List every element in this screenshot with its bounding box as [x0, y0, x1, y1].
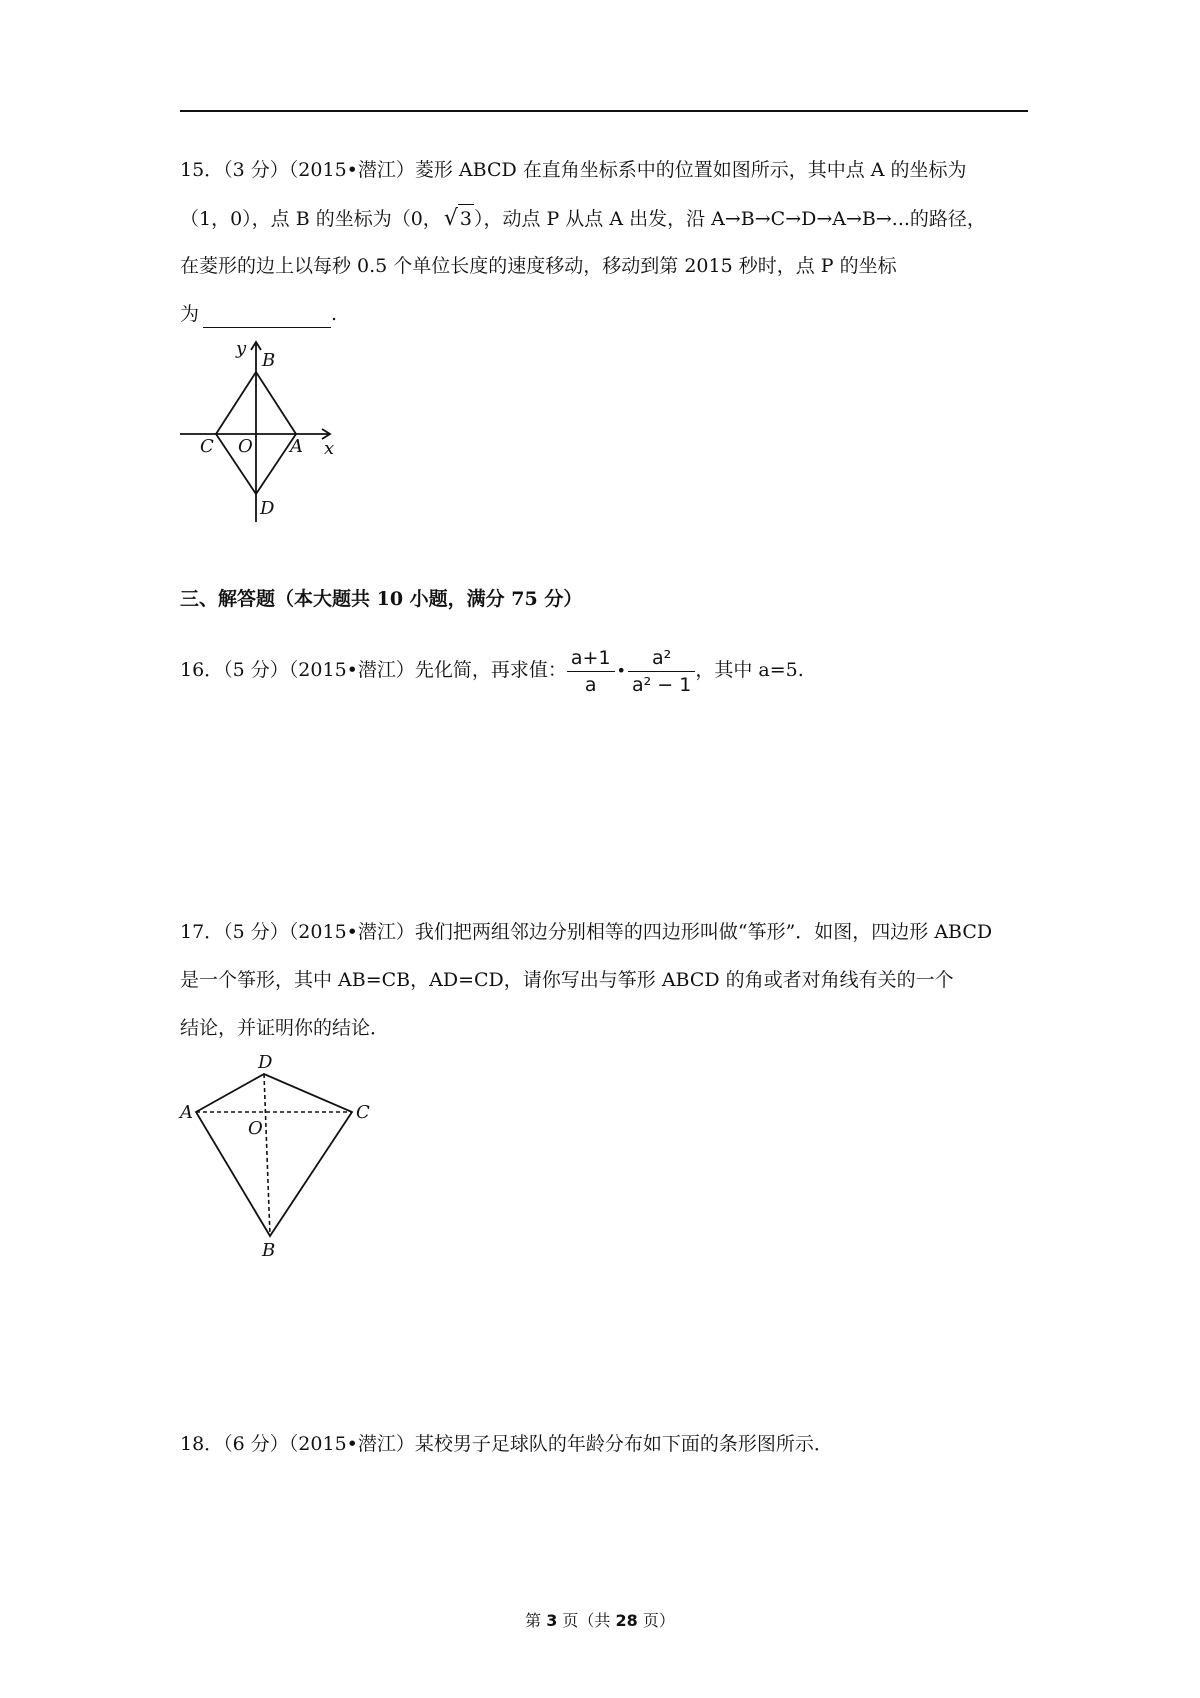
label-a: A [290, 436, 303, 457]
fraction-1-numerator: a+1 [567, 645, 615, 672]
multiply-dot: • [616, 661, 626, 681]
q15-line3: 在菱形的边上以每秒 0.5 个单位长度的速度移动，移动到第 2015 秒时，点 P 的坐标 [180, 255, 897, 277]
header-rule [180, 110, 1028, 112]
label-c: C [200, 436, 214, 457]
label-o: O [248, 1118, 263, 1139]
q15-line4-text: 为 [180, 303, 200, 325]
footer-mid: 页（共 [557, 1611, 616, 1630]
page-footer [0, 1608, 1200, 1631]
q15-line2 [180, 204, 986, 233]
label-a: A [180, 1102, 193, 1123]
kite-figure [178, 1052, 378, 1262]
page-number: 3 [546, 1611, 558, 1630]
fraction-2-numerator: a² [628, 645, 695, 672]
label-d: D [258, 1052, 273, 1073]
q16-prefix: 16．（5 分）（2015•潜江）先化简，再求值： [180, 659, 567, 681]
q16-expression [567, 641, 695, 702]
y-axis-label: y [236, 338, 247, 359]
label-d: D [260, 498, 275, 519]
sqrt-radicand: 3 [458, 204, 474, 233]
q15-line4-end: . [331, 303, 338, 325]
fraction-2 [628, 645, 695, 698]
q15-line2-b: ），动点 P 从点 A 出发，沿 A→B→C→D→A→B→...的路径， [473, 208, 986, 230]
q16-suffix: ，其中 a=5. [695, 659, 804, 681]
footer-pre: 第 [525, 1611, 547, 1630]
fraction-1-denominator: a [584, 673, 597, 696]
q15-line1: 15．（3 分）（2015•潜江）菱形 ABCD 在直角坐标系中的位置如图所示，其中点 A 的坐标为 [180, 159, 967, 181]
q17-line2: 是一个筝形，其中 AB=CB，AD=CD，请你写出与筝形 ABCD 的角或者对角线有关的一个 [180, 969, 954, 991]
diagonal-db [264, 1074, 270, 1236]
page-total: 28 [615, 1611, 638, 1630]
sqrt-sign: √ [443, 206, 458, 231]
q17-line3: 结论，并证明你的结论． [180, 1017, 390, 1039]
fraction-2-denominator: a² − 1 [631, 673, 692, 696]
answer-blank [203, 307, 331, 328]
fraction-1 [567, 645, 615, 698]
label-c: C [356, 1102, 370, 1123]
label-o: O [238, 436, 253, 457]
footer-post: 页） [637, 1611, 675, 1630]
section-title: 三、解答题（本大题共 10 小题，满分 75 分） [180, 588, 583, 610]
rhombus-figure [178, 336, 348, 526]
q18-line1: 18．（6 分）（2015•潜江）某校男子足球队的年龄分布如下面的条形图所示． [180, 1433, 833, 1455]
kite-abcd [196, 1074, 352, 1236]
q17-line1: 17．（5 分）（2015•潜江）我们把两组邻边分别相等的四边形叫做“筝形”．如图，四边形 ABCD [180, 921, 993, 943]
q16-line [180, 640, 804, 700]
label-b: B [262, 350, 276, 371]
q15-line2-a: （1，0），点 B 的坐标为（0， [180, 208, 442, 230]
label-b: B [262, 1240, 276, 1261]
q15-line4 [180, 300, 337, 328]
x-axis-label: x [324, 438, 335, 459]
